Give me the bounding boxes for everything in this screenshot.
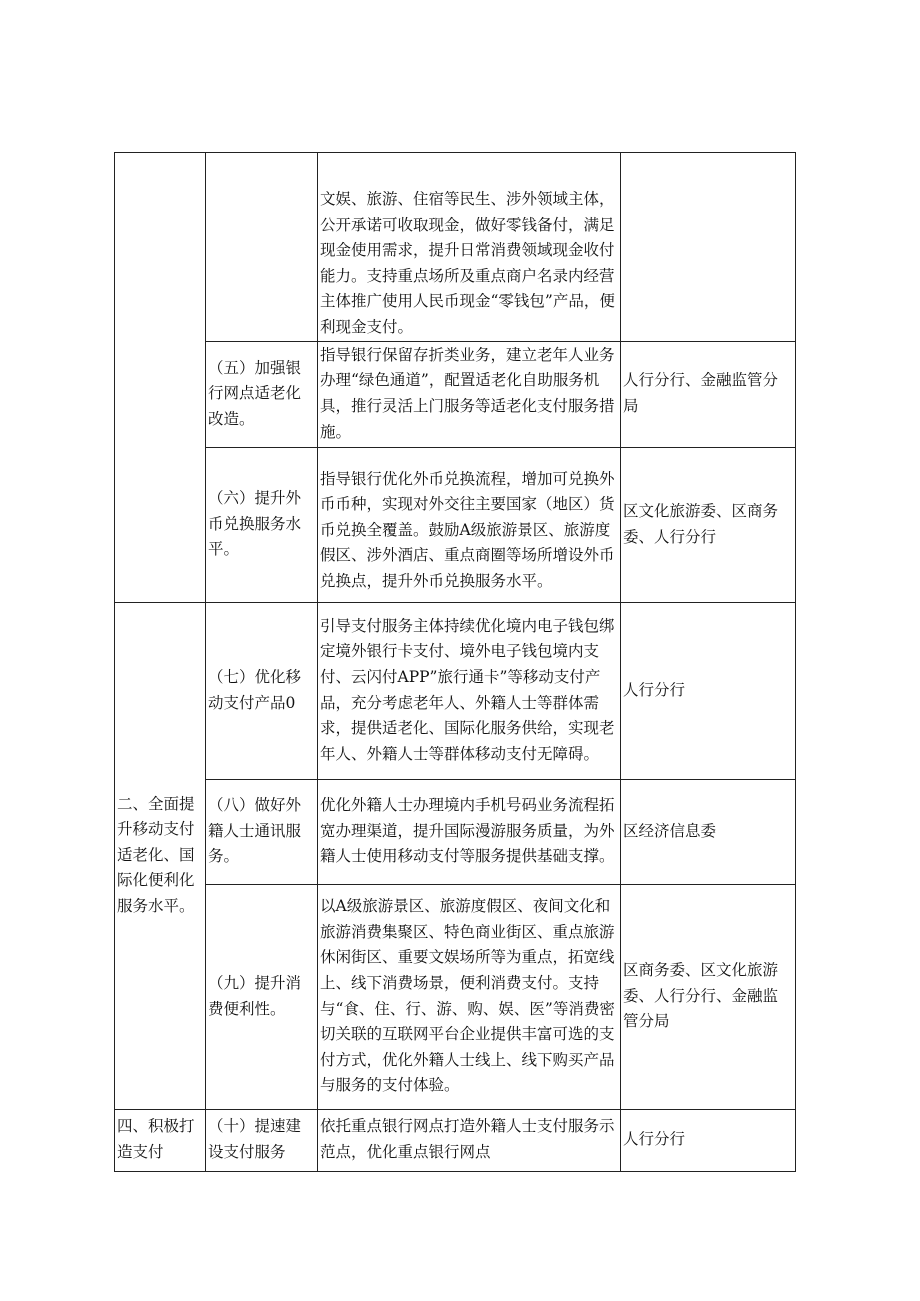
measure-cell bbox=[206, 884, 318, 1109]
content-text: 指导银行优化外币兑换流程，增加可兑换外币币种，实现对外交往主要国家（地区）货币兑换全覆盖。鼓励A级旅游景区、旅游度假区、涉外酒店、重点商圈等场所增设外币兑换点，提升外币兑换服务水平。 bbox=[320, 469, 615, 590]
table-row bbox=[115, 884, 796, 1109]
unit-cell bbox=[621, 341, 796, 447]
unit-text: 人行分行 bbox=[623, 680, 686, 699]
unit-text: 区经济信息委 bbox=[623, 821, 717, 840]
unit-cell bbox=[621, 153, 796, 342]
measure-text: （十）提速建设支付服务 bbox=[208, 1117, 302, 1162]
unit-cell bbox=[621, 1109, 796, 1171]
content-text: 依托重点银行网点打造外籍人士支付服务示范点，优化重点银行网点 bbox=[320, 1117, 615, 1162]
measure-cell bbox=[206, 602, 318, 779]
table-row bbox=[115, 447, 796, 602]
task-table bbox=[114, 152, 796, 1172]
table-row bbox=[115, 1109, 796, 1171]
measure-text: （九）提升消费便利性。 bbox=[208, 973, 302, 1018]
content-cell bbox=[318, 884, 621, 1109]
table-row bbox=[115, 602, 796, 779]
measure-cell bbox=[206, 447, 318, 602]
content-cell bbox=[318, 153, 621, 342]
measure-text: （七）优化移动支付产品0 bbox=[208, 667, 302, 712]
unit-text: 人行分行、金融监管分局 bbox=[623, 371, 779, 416]
content-cell bbox=[318, 447, 621, 602]
unit-text: 人行分行 bbox=[623, 1130, 686, 1149]
task-text: 四、积极打造支付 bbox=[117, 1117, 195, 1162]
content-cell bbox=[318, 779, 621, 884]
unit-text: 区文化旅游委、区商务委、人行分行 bbox=[623, 501, 779, 546]
measure-cell bbox=[206, 1109, 318, 1171]
table-row bbox=[115, 341, 796, 447]
unit-cell bbox=[621, 602, 796, 779]
unit-cell bbox=[621, 779, 796, 884]
content-text: 文娱、旅游、住宿等民生、涉外领域主体，公开承诺可收取现金，做好零钱备付，满足现金使用需求，提升日常消费领域现金收付能力。支持重点场所及重点商户名录内经营主体推广使用人民币现金“零钱包”产品，便利现金支付。 bbox=[320, 190, 615, 336]
content-cell bbox=[318, 602, 621, 779]
measure-text: （五）加强银行网点适老化改造。 bbox=[208, 358, 302, 428]
task-text: 二、全面提升移动支付适老化、国际化便利化服务水平。 bbox=[117, 794, 195, 915]
measure-cell bbox=[206, 341, 318, 447]
task-cell bbox=[115, 1109, 206, 1171]
table-row bbox=[115, 153, 796, 342]
content-cell bbox=[318, 341, 621, 447]
table-row bbox=[115, 779, 796, 884]
measure-cell bbox=[206, 779, 318, 884]
content-text: 以A级旅游景区、旅游度假区、夜间文化和旅游消费集聚区、特色商业街区、重点旅游休闲街区、重要文娱场所等为重点，拓宽线上、线下消费场景，便利消费支付。支持与“食、住、行、游、购、娱、医”等消费密切关联的互联网平台企业提供丰富可选的支付方式，优化外籍人士线上、线下购买产品与服务的支付体验。 bbox=[320, 897, 615, 1095]
unit-cell bbox=[621, 884, 796, 1109]
task-cell bbox=[115, 153, 206, 603]
measure-text: （八）做好外籍人士通讯服务。 bbox=[208, 796, 302, 866]
content-text: 指导银行保留存折类业务，建立老年人业务办理“绿色通道”，配置适老化自助服务机具，推行灵活上门服务等适老化支付服务措施。 bbox=[320, 345, 615, 441]
task-cell bbox=[115, 602, 206, 1109]
measure-text: （六）提升外币兑换服务水平。 bbox=[208, 489, 302, 559]
content-text: 引导支付服务主体持续优化境内电子钱包绑定境外银行卡支付、境外电子钱包境内支付、云闪付APP”旅行通卡”等移动支付产品，充分考虑老年人、外籍人士等群体需求，提供适老化、国际化服务供给，实现老年人、外籍人士等群体移动支付无障碍。 bbox=[320, 616, 615, 763]
content-cell bbox=[318, 1109, 621, 1171]
unit-text: 区商务委、区文化旅游委、人行分行、金融监管分局 bbox=[623, 961, 779, 1031]
unit-cell bbox=[621, 447, 796, 602]
content-text: 优化外籍人士办理境内手机号码业务流程拓宽办理渠道，提升国际漫游服务质量，为外籍人士使用移动支付等服务提供基础支撑。 bbox=[320, 796, 615, 866]
measure-cell bbox=[206, 153, 318, 342]
